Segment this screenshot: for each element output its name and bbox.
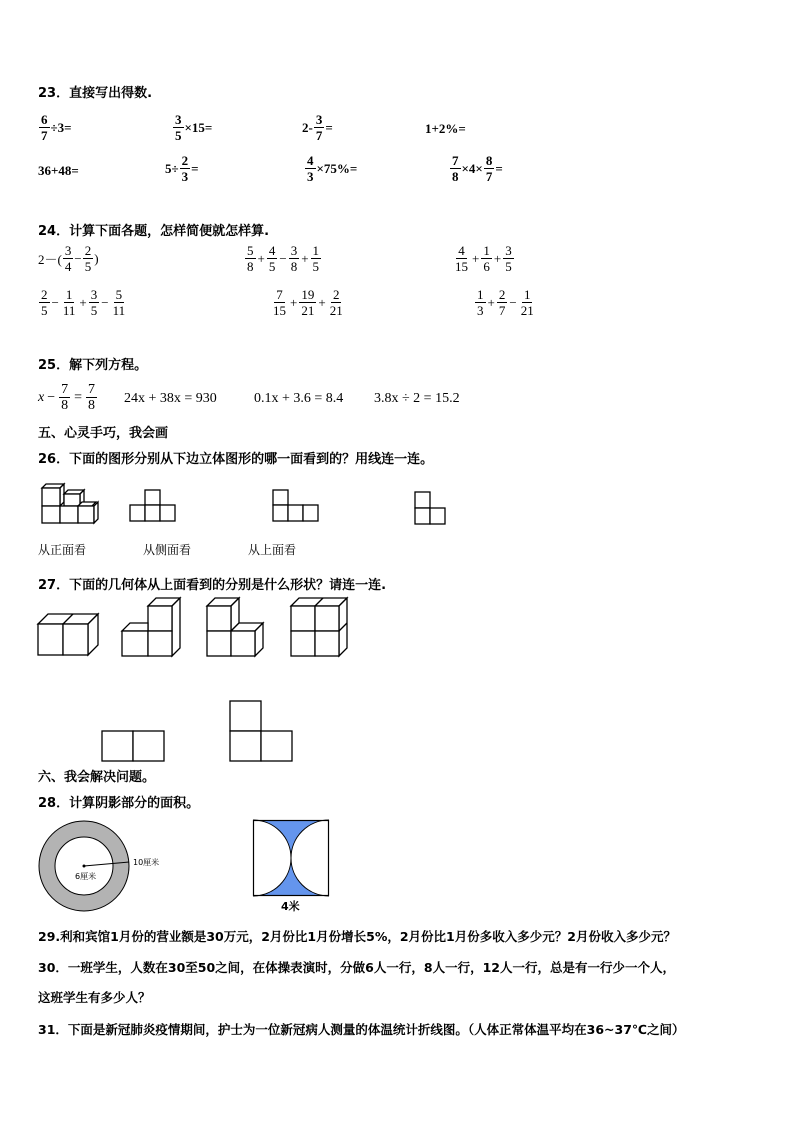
den: 8 bbox=[88, 398, 96, 413]
q31-text: 31．下面是新冠肺炎疫情期间，护士为一位新冠病人测量的体温统计折线图。（人体正常体温平均在36~37℃之间） bbox=[38, 1022, 685, 1037]
q26-title: 26．下面的图形分别从下边立体图形的哪一面看到的？用线连一连。 bbox=[38, 452, 434, 467]
q24-title: 24．计算下面各题，怎样简便就怎样算. bbox=[38, 224, 270, 239]
num: 2 bbox=[181, 153, 189, 168]
num: 5 bbox=[115, 287, 123, 302]
q27-solid-3 bbox=[205, 596, 267, 658]
den: 3 bbox=[307, 169, 314, 184]
sign: + bbox=[318, 294, 326, 310]
num: 1 bbox=[65, 287, 73, 302]
q26-label-side: 从侧面看 bbox=[143, 543, 192, 557]
sign: + bbox=[257, 250, 265, 266]
fraction bbox=[245, 243, 256, 274]
var: x bbox=[38, 389, 45, 405]
sign: + bbox=[301, 250, 309, 266]
num: 3 bbox=[505, 243, 512, 258]
q25-equation-2: 24x + 38x = 930 bbox=[124, 391, 217, 406]
q28-inner-radius-label: 6厘米 bbox=[75, 872, 97, 881]
den: 11 bbox=[112, 303, 126, 318]
post: ) bbox=[94, 250, 99, 266]
den: 8 bbox=[452, 169, 459, 184]
den: 8 bbox=[61, 398, 69, 413]
sign: − bbox=[74, 250, 82, 266]
den: 3 bbox=[477, 303, 484, 318]
num: 3 bbox=[175, 112, 182, 127]
num: 2 bbox=[41, 287, 48, 302]
pre: 2- bbox=[302, 119, 313, 135]
q25-title: 25．解下列方程。 bbox=[38, 358, 148, 373]
num: 1 bbox=[483, 243, 490, 258]
q23-item-4: 1+2%= bbox=[425, 121, 466, 136]
q25-equation-4: 3.8x ÷ 2 = 15.2 bbox=[374, 391, 460, 406]
fraction bbox=[475, 287, 486, 318]
num: 4 bbox=[307, 153, 314, 168]
num: 2 bbox=[332, 287, 340, 302]
num: 3 bbox=[64, 243, 72, 258]
num: 19 bbox=[301, 287, 315, 302]
q26-label-front: 从正面看 bbox=[38, 543, 87, 557]
q24-expr-4 bbox=[38, 287, 128, 318]
sign: + bbox=[79, 294, 87, 310]
num: 2 bbox=[84, 243, 92, 258]
fraction bbox=[311, 243, 322, 274]
fraction bbox=[89, 287, 100, 318]
op: = bbox=[495, 160, 503, 176]
den: 4 bbox=[64, 259, 72, 274]
q27-solid-2 bbox=[122, 596, 184, 658]
section-6-heading: 六、我会解决问题。 bbox=[38, 770, 156, 785]
sign: + bbox=[472, 250, 480, 266]
section-5-heading: 五、心灵手巧，我会画 bbox=[38, 426, 169, 441]
num: 8 bbox=[485, 153, 493, 168]
fraction bbox=[289, 243, 300, 274]
den: 7 bbox=[498, 303, 506, 318]
pre: 2－( bbox=[38, 252, 62, 267]
q26-view-shape-1 bbox=[130, 489, 176, 523]
fraction bbox=[503, 243, 514, 274]
q27-top-view-1 bbox=[102, 730, 166, 764]
den: 7 bbox=[485, 169, 493, 184]
num: 1 bbox=[523, 287, 531, 302]
q24-expr-6 bbox=[474, 287, 537, 318]
pre: 5÷ bbox=[165, 160, 179, 176]
q25-equation-1 bbox=[38, 382, 98, 413]
q23-item-8 bbox=[449, 153, 503, 184]
den: 5 bbox=[268, 259, 276, 274]
fraction bbox=[111, 287, 128, 318]
q23-item-7 bbox=[304, 153, 357, 184]
den: 5 bbox=[505, 259, 512, 274]
q24-expr-2 bbox=[244, 243, 322, 274]
sign: + bbox=[493, 250, 502, 266]
den: 5 bbox=[175, 128, 182, 143]
equals: = bbox=[74, 389, 83, 405]
fraction bbox=[328, 287, 345, 318]
q28-square-side-label: 4米 bbox=[281, 900, 300, 913]
num: 7 bbox=[452, 153, 459, 168]
fraction bbox=[497, 287, 508, 318]
q23-item-5: 36+48= bbox=[38, 163, 79, 178]
q23-item-2 bbox=[172, 112, 212, 143]
den: 3 bbox=[181, 169, 189, 184]
num: 3 bbox=[290, 243, 298, 258]
num: 5 bbox=[247, 243, 254, 258]
num: 7 bbox=[61, 382, 69, 397]
q23-item-1 bbox=[38, 112, 72, 143]
den: 21 bbox=[301, 303, 315, 318]
den: 6 bbox=[483, 259, 490, 274]
q27-title: 27．下面的几何体从上面看到的分别是什么形状？请连一连. bbox=[38, 578, 387, 593]
fraction bbox=[453, 243, 470, 274]
q23-title: 23．直接写出得数. bbox=[38, 86, 153, 101]
q24-expr-1 bbox=[38, 243, 99, 274]
fraction bbox=[61, 287, 78, 318]
sign: − bbox=[51, 294, 59, 310]
q27-solid-4 bbox=[289, 596, 351, 658]
q23-item-3 bbox=[302, 112, 333, 143]
fraction bbox=[299, 287, 316, 318]
sign: − bbox=[101, 294, 109, 310]
q25-equation-3: 0.1x + 3.6 = 8.4 bbox=[254, 391, 344, 406]
num: 1 bbox=[477, 287, 484, 302]
num: 7 bbox=[276, 287, 283, 302]
op: = bbox=[191, 160, 199, 176]
den: 11 bbox=[62, 303, 76, 318]
fraction bbox=[39, 287, 50, 318]
sign: − bbox=[279, 250, 287, 266]
q26-view-shape-3 bbox=[415, 491, 447, 527]
q27-top-view-2 bbox=[229, 700, 293, 764]
num: 6 bbox=[41, 112, 48, 127]
num: 2 bbox=[498, 287, 506, 302]
den: 21 bbox=[520, 303, 534, 318]
q30-text-line-1: 30．一班学生，人数在30至50之间，在体操表演时，分做6人一行，8人一行，12人一行，总是有一行少一个人， bbox=[38, 960, 675, 975]
den: 7 bbox=[315, 128, 323, 143]
q24-expr-5 bbox=[270, 287, 346, 318]
den: 8 bbox=[247, 259, 254, 274]
num: 3 bbox=[90, 287, 98, 302]
q26-label-top: 从上面看 bbox=[248, 543, 297, 557]
num: 4 bbox=[458, 243, 465, 258]
num: 7 bbox=[88, 382, 96, 397]
den: 5 bbox=[312, 259, 320, 274]
den: 5 bbox=[90, 303, 98, 318]
minus: − bbox=[47, 389, 56, 405]
op: ×15= bbox=[184, 119, 213, 135]
fraction bbox=[519, 287, 536, 318]
den: 5 bbox=[84, 259, 92, 274]
op: ÷3= bbox=[50, 119, 72, 135]
den: 8 bbox=[290, 259, 298, 274]
sign: − bbox=[509, 294, 517, 310]
den: 15 bbox=[455, 259, 468, 274]
op: ×75%= bbox=[316, 160, 358, 176]
q28-title: 28．计算阴影部分的面积。 bbox=[38, 796, 200, 811]
num: 3 bbox=[315, 112, 323, 127]
op: ×4× bbox=[461, 160, 483, 176]
fraction bbox=[481, 243, 492, 274]
q23-item-6 bbox=[165, 153, 199, 184]
op: = bbox=[325, 119, 333, 135]
q30-text-line-2: 这班学生有多少人？ bbox=[38, 990, 151, 1005]
q29-text: 29.利和宾馆1月份的营业额是30万元，2月份比1月份增长5%，2月份比1月份多收入多少元？2月份收入多少元？ bbox=[38, 929, 676, 944]
q28-square-figure bbox=[253, 820, 329, 896]
q27-solid-1 bbox=[38, 612, 102, 658]
num: 4 bbox=[268, 243, 276, 258]
q26-solid-figure bbox=[38, 484, 100, 526]
q28-outer-radius-label: 10厘米 bbox=[133, 858, 160, 867]
den: 15 bbox=[273, 303, 286, 318]
q24-expr-3 bbox=[452, 243, 515, 274]
q26-view-shape-2 bbox=[273, 489, 319, 523]
sign: + bbox=[290, 294, 298, 310]
sign: + bbox=[487, 294, 495, 310]
num: 1 bbox=[312, 243, 320, 258]
den: 7 bbox=[41, 128, 48, 143]
fraction bbox=[271, 287, 288, 318]
den: 21 bbox=[329, 303, 343, 318]
fraction bbox=[267, 243, 278, 274]
q28-ring-figure bbox=[38, 820, 178, 916]
den: 5 bbox=[41, 303, 48, 318]
